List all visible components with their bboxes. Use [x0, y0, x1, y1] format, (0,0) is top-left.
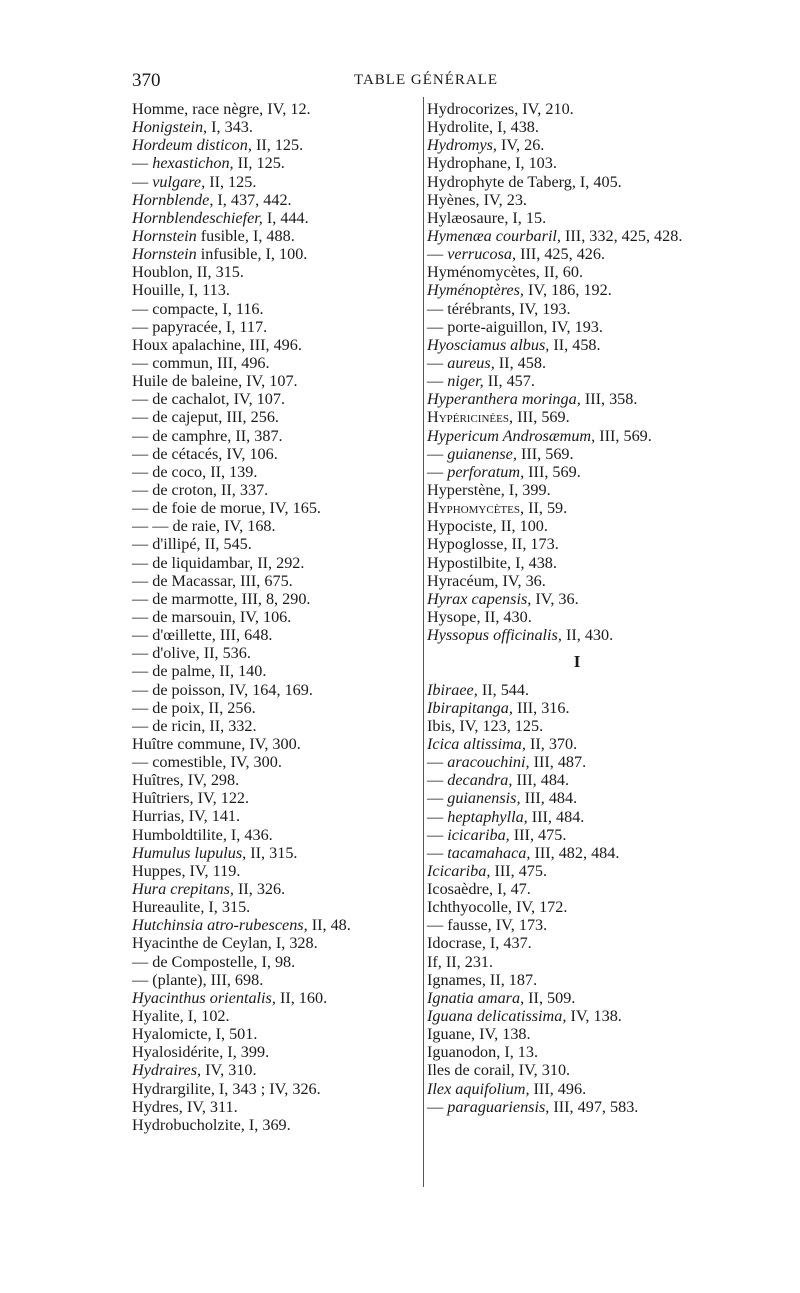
- index-entry: [132, 209, 420, 227]
- index-entry: [132, 934, 420, 952]
- entry-sc: Hyphomycètes,: [427, 499, 525, 518]
- entry-text: — de Compostelle, I, 98.: [132, 952, 296, 971]
- entry-it: Hutchinsia atro-rubescens,: [132, 916, 308, 935]
- index-entry: [427, 517, 757, 535]
- index-entry: [132, 154, 420, 172]
- entry-text: — commun, III, 496.: [132, 353, 270, 372]
- index-entry: [427, 535, 757, 553]
- index-entry: [132, 880, 420, 898]
- entry-text: II, 544.: [477, 680, 530, 699]
- entry-it: Ibirapitanga,: [427, 698, 513, 717]
- entry-text: — de cachalot, IV, 107.: [132, 390, 285, 409]
- entry-it: icicariba,: [447, 825, 510, 844]
- entry-text: — térébrants, IV, 193.: [427, 299, 571, 318]
- index-entry: [427, 989, 757, 1007]
- index-entry: [427, 1080, 757, 1098]
- index-entry: [132, 427, 420, 445]
- index-entry: [132, 191, 420, 209]
- entry-text: II, 430.: [561, 626, 614, 645]
- entry-text: Ichthyocolle, IV, 172.: [427, 898, 568, 917]
- index-entry: [132, 445, 420, 463]
- entry-text: Humboldtilite, I, 436.: [132, 825, 273, 844]
- entry-text: I, 343.: [207, 118, 253, 137]
- entry-text: fusible, I, 488.: [196, 226, 295, 245]
- entry-text: Houille, I, 113.: [132, 281, 230, 300]
- index-entry: [132, 535, 420, 553]
- entry-text: — (plante), III, 698.: [132, 970, 264, 989]
- index-entry: [132, 608, 420, 626]
- index-entry: [427, 826, 757, 844]
- entry-text: Huile de baleine, IV, 107.: [132, 372, 298, 391]
- entry-it: Hyrax capensis,: [427, 589, 532, 608]
- entry-text: — de Macassar, III, 675.: [132, 571, 293, 590]
- entry-text: Hyménomycètes, II, 60.: [427, 263, 583, 282]
- entry-text: Hydrocorizes, IV, 210.: [427, 100, 574, 118]
- entry-rest: III, 487.: [529, 753, 587, 772]
- entry-text: —: [427, 843, 448, 862]
- index-entry: [132, 662, 420, 680]
- index-entry: [132, 826, 420, 844]
- index-entry: [427, 263, 757, 281]
- entry-text: Hypostilbite, I, 438.: [427, 553, 557, 572]
- entry-it: verrucosa,: [447, 245, 517, 264]
- entry-text: — de poix, II, 256.: [132, 698, 256, 717]
- index-entry: [427, 753, 757, 771]
- entry-text: IV, 186, 192.: [523, 281, 612, 300]
- index-entry: [132, 354, 420, 372]
- entry-text: IV, 36.: [531, 589, 579, 608]
- entry-it: Hornblende,: [132, 190, 214, 209]
- index-entry: [427, 572, 757, 590]
- index-entry: [132, 953, 420, 971]
- index-entry: [427, 300, 757, 318]
- index-entry: [132, 1098, 420, 1116]
- entry-text: Huîtres, IV, 298.: [132, 771, 240, 790]
- entry-text: — d'illipé, II, 545.: [132, 535, 252, 554]
- entry-text: — de liquidambar, II, 292.: [132, 553, 305, 572]
- entry-text: Houblon, II, 315.: [132, 263, 244, 282]
- entry-it: niger,: [447, 372, 484, 391]
- entry-text: —: [132, 154, 153, 173]
- index-entry: [427, 281, 757, 299]
- index-entry: [427, 844, 757, 862]
- entry-text: infusible, I, 100.: [196, 245, 308, 264]
- entry-text: Idocrase, I, 437.: [427, 934, 532, 953]
- index-entry: [427, 880, 757, 898]
- index-entry: [132, 989, 420, 1007]
- entry-text: Hydrophyte de Taberg, I, 405.: [427, 172, 622, 191]
- index-entry: [132, 499, 420, 517]
- index-entry: [132, 699, 420, 717]
- entry-text: Hypociste, II, 100.: [427, 517, 548, 536]
- entry-text: Hydrobucholzite, I, 369.: [132, 1115, 291, 1134]
- entry-text: II, 326.: [233, 880, 286, 899]
- entry-text: —: [427, 753, 448, 772]
- entry-rest: II, 457.: [483, 372, 535, 391]
- entry-text: IV, 138.: [566, 1007, 622, 1026]
- entry-rest: II, 125.: [233, 154, 285, 173]
- entry-it: Hordeum disticon,: [132, 136, 252, 155]
- entry-text: Ibis, IV, 123, 125.: [427, 716, 544, 735]
- entry-text: I, 437, 442.: [213, 190, 292, 209]
- entry-text: IV, 26.: [496, 136, 545, 155]
- entry-it: guianensis,: [447, 789, 521, 808]
- entry-rest: III, 569.: [516, 444, 574, 463]
- index-entry: [132, 1116, 420, 1134]
- entry-rest: III, 569.: [524, 462, 581, 481]
- entry-text: —: [427, 353, 448, 372]
- index-entry: [427, 354, 757, 372]
- entry-text: — d'olive, II, 536.: [132, 644, 251, 663]
- entry-text: Huître commune, IV, 300.: [132, 734, 301, 753]
- entry-text: Hyalosidérite, I, 399.: [132, 1043, 270, 1062]
- index-entry: [427, 481, 757, 499]
- entry-it: Ilex aquifolium,: [427, 1079, 530, 1098]
- index-entry: [132, 789, 420, 807]
- index-entry: [427, 173, 757, 191]
- index-entry: [132, 517, 420, 535]
- index-entry: [427, 318, 757, 336]
- entry-text: — comestible, IV, 300.: [132, 753, 282, 772]
- entry-text: — compacte, I, 116.: [132, 299, 264, 318]
- entry-text: II, 370.: [525, 734, 578, 753]
- page-header: [132, 70, 692, 96]
- entry-text: —: [427, 462, 448, 481]
- entry-text: Hyènes, IV, 23.: [427, 190, 527, 209]
- index-entry: [132, 118, 420, 136]
- entry-text: Hydres, IV, 311.: [132, 1097, 238, 1116]
- index-entry: [132, 844, 420, 862]
- entry-text: I, 444.: [262, 208, 309, 227]
- entry-text: — de marsouin, IV, 106.: [132, 607, 292, 626]
- entry-it: Hura crepitans,: [132, 880, 234, 899]
- index-entry: [427, 445, 757, 463]
- index-entry: [132, 281, 420, 299]
- index-column-left: [132, 100, 420, 1134]
- entry-it: Hypericum Androsæmum,: [427, 426, 596, 445]
- index-entry: [427, 118, 757, 136]
- index-entry: [132, 717, 420, 735]
- index-entry: [132, 1061, 420, 1079]
- entry-it: Iguana delicatissima,: [427, 1007, 567, 1026]
- entry-text: Hydrophane, I, 103.: [427, 154, 557, 173]
- index-entry: [427, 427, 757, 445]
- entry-text: II, 160.: [275, 988, 328, 1007]
- entry-rest: III, 425, 426.: [516, 245, 606, 264]
- index-entry: [427, 681, 757, 699]
- entry-text: — papyracée, I, 117.: [132, 317, 268, 336]
- index-entry: [427, 898, 757, 916]
- index-entry: [427, 463, 757, 481]
- entry-it: aureus,: [447, 353, 495, 372]
- entry-text: Hyacinthe de Ceylan, I, 328.: [132, 934, 318, 953]
- entry-it: Hymenæa courbaril,: [427, 226, 561, 245]
- column-divider: [423, 97, 424, 1187]
- index-entry: [132, 626, 420, 644]
- entry-text: Hyracéum, IV, 36.: [427, 571, 546, 590]
- entry-it: Hyosciamus albus,: [427, 335, 550, 354]
- entry-it: paraguariensis,: [447, 1097, 550, 1116]
- entry-text: II, 509.: [524, 988, 576, 1007]
- index-entry: [427, 953, 757, 971]
- entry-text: III, 332, 425, 428.: [560, 226, 683, 245]
- entry-text: III, 569.: [513, 408, 570, 427]
- index-entry: [132, 481, 420, 499]
- entry-text: — de coco, II, 139.: [132, 462, 258, 481]
- entry-text: III, 569.: [595, 426, 652, 445]
- index-entry: [132, 1043, 420, 1061]
- index-entry: [132, 1025, 420, 1043]
- entry-it: hexastichon,: [152, 154, 234, 173]
- index-entry: [132, 971, 420, 989]
- index-entry: [427, 1061, 757, 1079]
- entry-it: Hydromys,: [427, 136, 497, 155]
- index-entry: [132, 681, 420, 699]
- index-entry: [132, 372, 420, 390]
- entry-text: Hureaulite, I, 315.: [132, 898, 251, 917]
- index-entry: [132, 408, 420, 426]
- index-entry: [132, 572, 420, 590]
- entry-text: — — de raie, IV, 168.: [132, 517, 276, 536]
- index-entry: [132, 862, 420, 880]
- entry-text: —: [427, 825, 448, 844]
- index-entry: [132, 1080, 420, 1098]
- entry-text: Hypoglosse, II, 173.: [427, 535, 559, 554]
- entry-it: Hydraires,: [132, 1061, 202, 1080]
- entry-text: —: [427, 444, 448, 463]
- index-entry: [132, 1007, 420, 1025]
- index-entry: [132, 735, 420, 753]
- index-entry: [132, 136, 420, 154]
- index-entry: [427, 1025, 757, 1043]
- index-entry: [132, 227, 420, 245]
- index-entry: [132, 173, 420, 191]
- entry-rest: II, 125.: [205, 172, 257, 191]
- entry-it: heptaphylla,: [447, 807, 528, 826]
- entry-rest: II, 458.: [494, 353, 546, 372]
- index-entry: [427, 372, 757, 390]
- entry-it: perforatum,: [447, 462, 525, 481]
- entry-text: Hyperstène, I, 399.: [427, 480, 551, 499]
- entry-text: — de marmotte, III, 8, 290.: [132, 589, 311, 608]
- entry-text: Iguanodon, I, 13.: [427, 1043, 539, 1062]
- entry-text: Hyalite, I, 102.: [132, 1007, 230, 1026]
- entry-text: II, 48.: [307, 916, 351, 935]
- entry-text: —: [132, 172, 153, 191]
- index-entry: [427, 191, 757, 209]
- index-entry: [427, 1007, 757, 1025]
- entry-rest: III, 484.: [527, 807, 585, 826]
- entry-text: Iles de corail, IV, 310.: [427, 1061, 571, 1080]
- entry-text: II, 125.: [251, 136, 304, 155]
- entry-text: Hydrargilite, I, 343 ; IV, 326.: [132, 1079, 321, 1098]
- entry-text: Iguane, IV, 138.: [427, 1025, 531, 1044]
- entry-text: — de croton, II, 337.: [132, 480, 269, 499]
- entry-it: Humulus lupulus,: [132, 843, 247, 862]
- entry-rest: III, 484.: [512, 771, 570, 790]
- entry-text: —: [427, 245, 448, 264]
- entry-it: Hornblendeschiefer,: [132, 208, 263, 227]
- index-entry: [427, 626, 757, 644]
- index-column-right: [427, 100, 757, 1116]
- running-title: TABLE GÉNÉRALE: [354, 72, 499, 88]
- entry-rest: III, 475.: [509, 825, 567, 844]
- index-entry: [132, 898, 420, 916]
- entry-text: — porte-aiguillon, IV, 193.: [427, 317, 603, 336]
- index-entry: [427, 209, 757, 227]
- entry-text: Hydrolite, I, 438.: [427, 118, 539, 137]
- entry-it: Ibiraee,: [427, 680, 478, 699]
- entry-text: — de poisson, IV, 164, 169.: [132, 680, 313, 699]
- index-entry: [427, 154, 757, 172]
- entry-it: decandra,: [447, 771, 513, 790]
- index-entry: [427, 771, 757, 789]
- index-entry: [427, 862, 757, 880]
- entry-text: Homme, race nègre, IV, 12.: [132, 100, 311, 118]
- entry-it: Hyacinthus orientalis,: [132, 988, 276, 1007]
- index-entry: [132, 245, 420, 263]
- entry-it: Hornstein: [132, 226, 197, 245]
- entry-it: Hyssopus officinalis,: [427, 626, 562, 645]
- index-entry: [427, 699, 757, 717]
- page-number: 370: [132, 70, 161, 91]
- index-entry: [132, 336, 420, 354]
- entry-it: Hyménoptères,: [427, 281, 524, 300]
- index-entry: [132, 390, 420, 408]
- entry-text: — de camphre, II, 387.: [132, 426, 283, 445]
- index-entry: [427, 934, 757, 952]
- index-entry: [132, 318, 420, 336]
- entry-text: —: [427, 771, 448, 790]
- entry-rest: III, 482, 484.: [530, 843, 620, 862]
- entry-text: Hysope, II, 430.: [427, 607, 532, 626]
- entry-text: — de foie de morue, IV, 165.: [132, 499, 321, 518]
- index-entry: [132, 463, 420, 481]
- index-entry: [427, 590, 757, 608]
- entry-text: — fausse, IV, 173.: [427, 916, 548, 935]
- index-entry: [427, 499, 757, 517]
- entry-rest: III, 484.: [520, 789, 578, 808]
- index-entry: [427, 808, 757, 826]
- index-entry: [427, 245, 757, 263]
- entry-text: Hylæosaure, I, 15.: [427, 208, 547, 227]
- entry-text: Icosaèdre, I, 47.: [427, 880, 531, 899]
- index-entry: [427, 408, 757, 426]
- index-entry: [427, 1043, 757, 1061]
- index-entry: [132, 554, 420, 572]
- entry-it: Hyperanthera moringa,: [427, 390, 581, 409]
- entry-text: —: [427, 372, 448, 391]
- entry-text: III, 358.: [580, 390, 638, 409]
- entry-it: Ignatia amara,: [427, 988, 525, 1007]
- entry-text: — d'œillette, III, 648.: [132, 626, 273, 645]
- entry-text: — de cétacés, IV, 106.: [132, 444, 278, 463]
- index-entry: [132, 807, 420, 825]
- index-entry: [427, 789, 757, 807]
- entry-text: Houx apalachine, III, 496.: [132, 335, 302, 354]
- index-entry: [427, 971, 757, 989]
- entry-text: Huppes, IV, 119.: [132, 861, 241, 880]
- index-entry: [427, 608, 757, 626]
- index-entry: [427, 916, 757, 934]
- entry-text: III, 316.: [512, 698, 570, 717]
- entry-text: IV, 310.: [201, 1061, 257, 1080]
- index-entry: [427, 554, 757, 572]
- index-entry: [132, 100, 420, 118]
- entry-text: —: [427, 789, 448, 808]
- index-entry: [427, 136, 757, 154]
- index-entry: [427, 717, 757, 735]
- index-entry: [132, 300, 420, 318]
- index-entry: [427, 1098, 757, 1116]
- index-entry: [132, 263, 420, 281]
- entry-it: tacamahaca,: [447, 843, 531, 862]
- entry-sc: Hypéricinées,: [427, 408, 514, 427]
- index-entry: [427, 336, 757, 354]
- entry-it: Icica altissima,: [427, 734, 526, 753]
- entry-text: — de cajeput, III, 256.: [132, 408, 279, 427]
- entry-text: II, 458.: [549, 335, 601, 354]
- index-entry: [427, 227, 757, 245]
- entry-text: Hurrias, IV, 141.: [132, 807, 241, 826]
- entry-text: II, 315.: [246, 843, 298, 862]
- entry-it: Honigstein,: [132, 118, 208, 137]
- entry-text: Huîtriers, IV, 122.: [132, 789, 250, 808]
- entry-text: III, 496.: [529, 1079, 587, 1098]
- entry-text: — de ricin, II, 332.: [132, 716, 257, 735]
- index-entry: [132, 771, 420, 789]
- entry-text: Hyalomicte, I, 501.: [132, 1025, 258, 1044]
- index-entry: [132, 753, 420, 771]
- entry-text: II, 59.: [524, 499, 568, 518]
- entry-it: guianense,: [447, 444, 517, 463]
- entry-it: Icicariba,: [427, 861, 491, 880]
- entry-text: — de palme, II, 140.: [132, 662, 267, 681]
- entry-text: If, II, 231.: [427, 952, 494, 971]
- entry-text: Ignames, II, 187.: [427, 970, 538, 989]
- index-entry: [132, 916, 420, 934]
- index-entry: [427, 735, 757, 753]
- entry-it: vulgare,: [152, 172, 206, 191]
- entry-text: III, 475.: [490, 861, 548, 880]
- entry-text: —: [427, 807, 448, 826]
- section-letter-heading: I: [573, 652, 581, 672]
- entry-it: aracouchini,: [447, 753, 530, 772]
- entry-text: —: [427, 1097, 448, 1116]
- entry-it: Hornstein: [132, 245, 197, 264]
- index-entry: [427, 100, 757, 118]
- index-entry: [132, 644, 420, 662]
- index-entry: [132, 590, 420, 608]
- entry-rest: III, 497, 583.: [549, 1097, 639, 1116]
- index-entry: [427, 390, 757, 408]
